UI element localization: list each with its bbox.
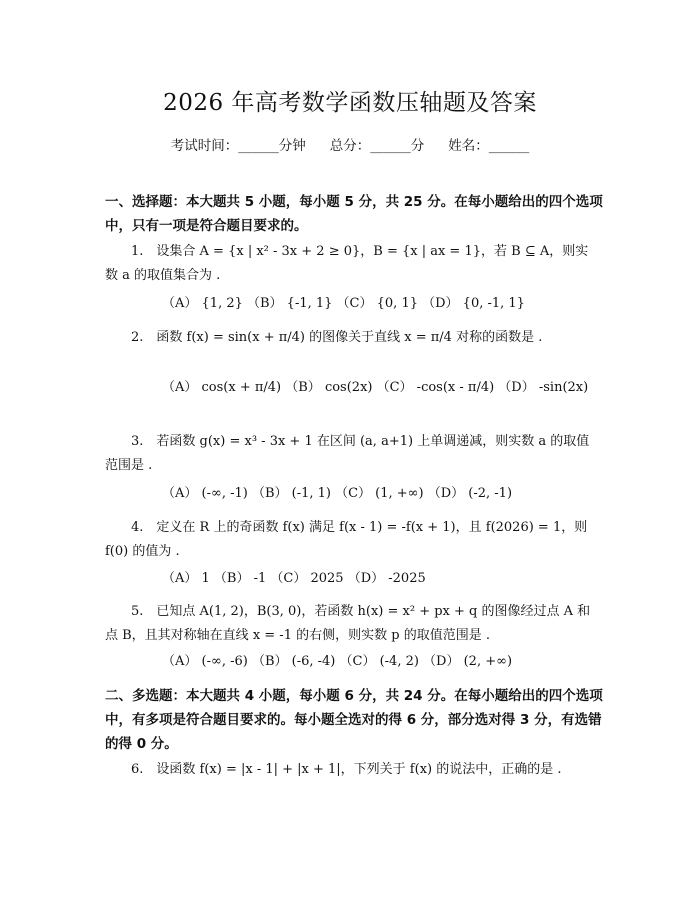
- question-4: 4. 定义在 R 上的奇函数 f(x) 满足 f(x - 1) = -f(x + 1)，且 f(2026) = 1，则 f(0) 的值为 .: [105, 520, 588, 559]
- exam-time-field: 考试时间：______分钟: [170, 138, 306, 154]
- question-3: 3. 若函数 g(x) = x³ - 3x + 1 在区间 (a, a+1) 上单调递减，则实数 a 的取值范围是 .: [105, 434, 590, 473]
- question-1: 1. 设集合 A = {x | x² - 3x + 2 ≥ 0}，B = {x | ax = 1}，若 B ⊆ A，则实数 a 的取值集合为 .: [105, 244, 589, 283]
- question-6: 6. 设函数 f(x) = |x - 1| + |x + 1|，下列关于 f(x) 的说法中，正确的是 .: [131, 762, 562, 777]
- question-2: 2. 函数 f(x) = sin(x + π/4) 的图像关于直线 x = π/4 对称的函数是 .: [131, 330, 543, 345]
- student-name-field: 姓名：______: [448, 138, 530, 154]
- question-4-options: （A） 1 （B） -1 （C） 2025 （D） -2025: [162, 571, 426, 586]
- question-5-options: （A） (-∞, -6) （B） (-6, -4) （C） (-4, 2) （D） (2, +∞): [162, 654, 513, 669]
- section-heading-multi-choice: 二、多选题：本大题共 4 小题，每小题 6 分，共 24 分。在每小题给出的四个选项中，有多项是符合题目要求的。每小题全选对的得 6 分，部分选对得 3 分，有选错的得 0 分。: [105, 688, 603, 752]
- total-score-field: 总分：______分: [329, 138, 425, 154]
- section-heading-single-choice: 一、选择题：本大题共 5 小题，每小题 5 分，共 25 分。在每小题给出的四个选项中，只有一项是符合题目要求的。: [105, 194, 603, 234]
- question-5: 5. 已知点 A(1, 2)，B(3, 0)，若函数 h(x) = x² + px + q 的图像经过点 A 和点 B，且其对称轴在直线 x = -1 的右侧，则实数 p 的取值范围是 .: [105, 604, 591, 643]
- exam-info: [0, 134, 700, 154]
- question-2-options: （A） cos(x + π/4) （B） cos(2x) （C） -cos(x - π/4) （D） -sin(2x): [162, 380, 589, 395]
- question-1-options: （A） {1, 2} （B） {-1, 1} （C） {0, 1} （D） {0, -1, 1}: [162, 296, 525, 311]
- question-3-options: （A） (-∞, -1) （B） (-1, 1) （C） (1, +∞) （D） (-2, -1): [162, 486, 513, 501]
- page-title: 2026 年高考数学函数压轴题及答案: [163, 90, 537, 116]
